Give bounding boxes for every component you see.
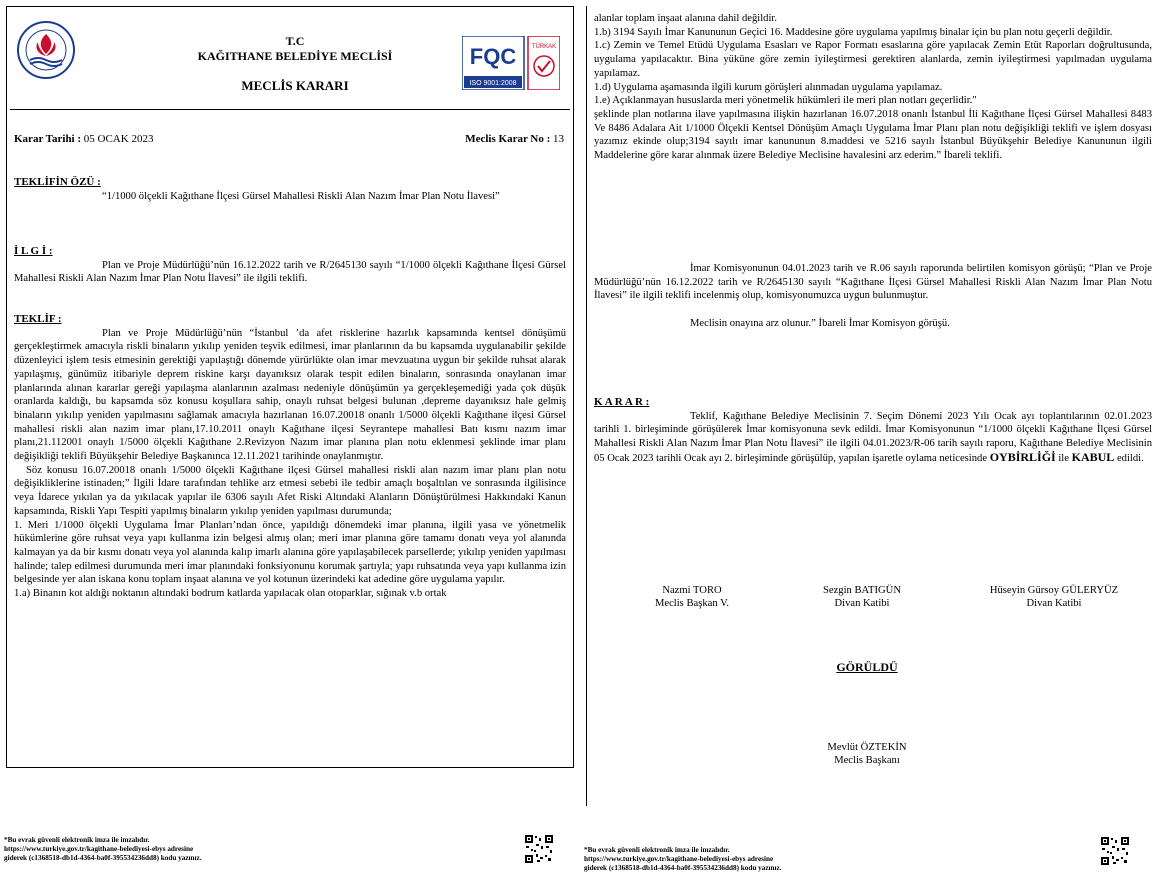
decision-number: Meclis Karar No : 13 xyxy=(465,133,564,145)
signatory-name: Nazmi TORO xyxy=(662,585,722,596)
seen-label: GÖRÜLDÜ xyxy=(836,660,898,674)
qr-code-icon xyxy=(1100,836,1130,866)
commission-opinion: İmar Komisyonunun 04.01.2023 tarih ve R.06 sayılı raporunda belirtilen komisyon görüşü; “Plan ve Proje Müdürlüğü’nün 16.12.2022 tarih ve R/2645130 sayılı “Kağıthane İlçesi Gürsel Mahallesi Riskli Alan Nazım İmar Plan Notu İlavesi” ile ilgili teklifi incelenmiş olup, komisyonumuzca uygun bulunmuştur. xyxy=(594,263,1152,302)
signatory-1 xyxy=(622,584,762,610)
proposal-paragraph-2: Söz konusu 16.07.20018 onanlı 1/5000 ölçekli Kağıthane ilçesi Gürsel mahallesi riskli alan nazım imar planı plan notu değişikliklerine istinaden;” İlgili İdare tarafından tehlike arz etmesi sebebi ile tedbir amaçlı boşaltılan ve sonrasında ilgilisince veya İdarece yıkılan ya da yıkılacak yapılar ile 6306 sayılı Afet Riski Altındaki Alanların Dönüştürülmesi Hakkındaki Kanun kapsamında, Riskli Yapı Tespiti yapılmış binaların yıkılıp yeniden yapılması durumunda; xyxy=(14,464,566,517)
note-1c: 1.c) Zemin ve Temel Etüdü Uygulama Esasları ve Rapor Formatı esaslarına göre yapılacak Zemin Etüt Raporları doğrultusunda, uygulama yapılacaktır. Bina yüküne göre zemin iyileştirmesi gerektiren alanlarda, zemin iyileştirmesi yapılmadan uygulama yapılamaz. xyxy=(594,40,1152,79)
header-titles xyxy=(150,34,440,94)
note-1e: 1.e) Açıklanmayan hususlarda meri yönetmelik hükümleri ile meri plan notları geçerlidir." xyxy=(594,95,977,107)
commission-closing: Meclisin onayına arz olunur.” İbareli İmar Komisyon görüşü. xyxy=(690,318,950,330)
signatory-title: Divan Katibi xyxy=(834,598,890,609)
unanimous-label: OYBİRLİĞİ xyxy=(989,449,1056,464)
proposal-paragraph-4: 1.a) Binanın kot aldığı noktanın altındaki bodrum katlarda yapılacak olan otoparklar, sığınak v.b ortak xyxy=(14,588,447,600)
president-title: Meclis Başkanı xyxy=(834,755,900,766)
summary-text: “1/1000 ölçekli Kağıthane İlçesi Gürsel Mahallesi Riskli Alan Nazım İmar Plan Notu İlavesi” xyxy=(102,190,500,202)
related-text: Plan ve Proje Müdürlüğü’nün 16.12.2022 tarih ve R/2645130 sayılı “1/1000 ölçekli Kağıthane İlçesi Gürsel Mahallesi Riskli Alan Nazım İmar Plan Notu İlavesi” ile ilgili teklifi. xyxy=(14,259,566,285)
president-name: Mevlüt ÖZTEKİN xyxy=(827,742,907,753)
related-section xyxy=(14,245,566,286)
page-left xyxy=(0,0,580,887)
document-header xyxy=(10,14,568,104)
header-tc: T.C xyxy=(285,34,305,48)
cert-iso-text: ISO 9001:2008 xyxy=(469,80,517,87)
footer-line-2: https://www.turkiye.gov.tr/kagithane-belediyesi-ebys adresine xyxy=(584,855,774,863)
commission-section xyxy=(594,262,1152,331)
signatory-name: Sezgin BATIGÜN xyxy=(823,585,901,596)
related-heading: İ L G İ : xyxy=(14,245,53,257)
signatory-name: Hüseyin Gürsoy GÜLERYÜZ xyxy=(989,585,1119,596)
signatory-3 xyxy=(964,584,1144,610)
municipality-logo-icon xyxy=(16,20,76,80)
header-council: KAĞITHANE BELEDİYE MECLİSİ xyxy=(197,49,393,63)
summary-heading: TEKLİFİN ÖZÜ : xyxy=(14,176,101,188)
signatory-2 xyxy=(792,584,932,610)
qr-code-icon xyxy=(524,834,554,864)
proposal-heading: TEKLİF : xyxy=(14,313,62,325)
note-1b: 1.b) 3194 Sayılı İmar Kanununun Geçici 16. Maddesine göre uygulama yapılmış binalar için bu plan notu geçerli değildir. xyxy=(594,26,1113,38)
footer-line-1: *Bu evrak güvenli elektronik imza ile imzalıdır. xyxy=(4,836,150,844)
header-decision-title: MECLİS KARARI xyxy=(241,78,349,93)
cert-fqc-text: FQC xyxy=(469,44,517,69)
cert-turkak-text: TÜRKAK xyxy=(531,44,557,50)
e-signature-footer xyxy=(4,836,202,863)
summary-section xyxy=(14,176,566,203)
footer-line-1: *Bu evrak güvenli elektronik imza ile imzalıdır. xyxy=(584,846,730,854)
plan-notes-continued xyxy=(594,12,1152,163)
e-signature-footer xyxy=(584,846,782,873)
decision-date: Karar Tarihi : 05 OCAK 2023 xyxy=(14,133,154,145)
footer-line-3: giderek (c1368518-db1d-4364-ba0f-395534236dd8) kodu yazınız. xyxy=(4,854,202,862)
note-continuation: alanlar toplam inşaat alanına dahil değildir. xyxy=(594,13,777,24)
proposal-section xyxy=(14,313,566,601)
proposal-paragraph-3: 1. Meri 1/1000 ölçekli Uygulama İmar Planları’ndan önce, yapıldığı dönemdeki imar planına, ilgili yasa ve yönetmelik hükümlerine göre ruhsat veya yapı kullanma izin belgesi almış olan; meri imar planına göre tamamı donatı veya yol alanında kalmayan ya da bir kısmı donatı veya yol alanında kalıp imarlı alanına göre yapılaşabilecek parsellerde; yıkılıp yeniden yapılması halinde; talep edilmesi durumunda meri imar planındaki fonksiyonunu korumak şartıyla; yapı ruhsatında veya yapı kullanma izin belgesinde yer alan iskana konu toplam inşaat alanına ve yol kotunun üzerindeki kat adedine göre uygulama yapılır. xyxy=(14,519,566,586)
proposal-closing: şeklinde plan notlarına ilave yapılmasına ilişkin hazırlanan 16.07.2018 onanlı İstanbul İli Kağıthane İlçesi Gürsel Mahallesi 8483 Ve 8486 Adalara Ait 1/1000 Ölçekli Kentsel Dönüşüm Amaçlı Uygulama İmar Planı plan notu değişikliği teklifi ve işlem dosyası yazımız ekinde olup;3194 sayılı imar kanununun 8.maddesi ve 5216 sayılı İstanbul Büyükşehir Belediye Kanununun ilgili Maddelerine göre karar alınmak üzere Belediye Meclisine havalesini arz ederim.” İbareli teklifi. xyxy=(594,108,1152,162)
council-president xyxy=(792,741,942,767)
proposal-paragraph-1: Plan ve Proje Müdürlüğü’nün “İstanbul ’da afet risklerine hazırlık kapsamında kentsel dönüşümü gerçekleştirmek amacıyla riskli binaların yıkılıp yeniden teşvik edilmesi, imar planlarının da bu kapsamda uygulanabilir şekilde düzenleyici işlem tesis etmesinin gerektiği yapılaştığı dönemde yürürlükte olan imar mevzuatına uygun bir şekilde ruhsat alarak yapılaşmış, günümüz itibariyle deprem riskine karşı dayanıksız olarak tespit edilen binaların, sonrasında onaylanan imar planlarında alınan kararlar gereği yapılaşma alanlarının azalması nedeniyle dönüşümün ya gerçekleşemediği yada çok düşük oranlarda kaldığı, bu kapsamda söz konusu koşullara sahip, onaylı ruhsat belgesi bulunan ,depreme dayanıksız hale gelmiş binaların yıkılıp yeniden yapılmasını sağlamak amacıyla hazırlanan 16.07.20018 onanlı 1/5000 ölçekli Kağıthane ilçesi Gürsel mahallesi riskli alan nazim imar planı,17.10.2011 onaylı Kağıthane ilçesi Seyrantepe mahallesi Batı kısmı nazım imar planı,21.112001 onaylı 1/5000 ölçekli Kağıthane 2.Revizyon Nazım imar planına plan notu eklenmesi şeklinde imar planı değişikliği teklifi Büyükşehir Belediye Başkanınca 12.11.2021 tarihinde onaylanmıştır. xyxy=(14,327,566,463)
header-divider xyxy=(10,109,570,110)
footer-line-2: https://www.turkiye.gov.tr/kagithane-belediyesi-ebys adresine xyxy=(4,845,194,853)
signatory-title: Meclis Başkan V. xyxy=(654,598,730,609)
decision-section xyxy=(594,396,1152,466)
signatory-title: Divan Katibi xyxy=(1026,598,1082,609)
decision-heading: K A R A R : xyxy=(594,396,650,408)
footer-line-3: giderek (c1368518-db1d-4364-ba0f-395534236dd8) kodu yazınız. xyxy=(584,864,782,872)
note-1d: 1.d) Uygulama aşamasında ilgili kurum görüşleri alınmadan uygulama yapılamaz. xyxy=(594,81,943,93)
accepted-label: KABUL xyxy=(1071,449,1115,464)
decision-text: Teklif, Kağıthane Belediye Meclisinin 7. Seçim Dönemi 2023 Yılı Ocak ayı toplantılarının 02.01.2023 tarihli 1. birleşiminde görüşülerek İmar komisyonuna sevk edildi. İmar Komisyonunun “1/1000 ölçekli Kağıthane İlçesi Gürsel Mahallesi Riskli Alan Nazım İmar Plan Notu İlavesi” ile ilgili 04.01.2023/R-06 tarih sayılı raporu, Kağıthane Belediye Meclisinin 05 Ocak 2023 tarihli Ocak ayı 2. birleşiminde görüşülüp, yapılan işaretle oylama neticesinde OYBİRLİĞİ ile KABUL edildi. xyxy=(594,410,1152,464)
page-right xyxy=(582,0,1162,887)
certification-badge-icon xyxy=(462,36,560,90)
